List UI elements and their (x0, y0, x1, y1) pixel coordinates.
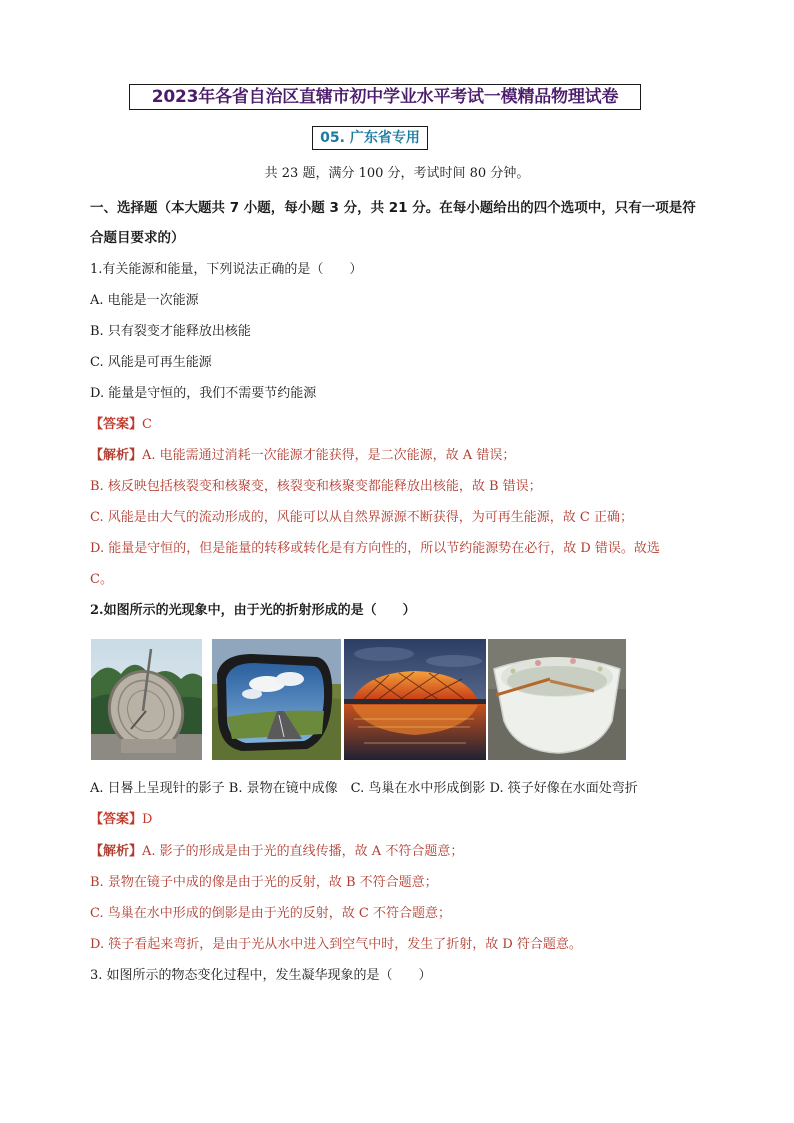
exam-info: 共 23 题，满分 100 分，考试时间 80 分钟。 (264, 166, 530, 181)
question-1-option-c: C. 风能是可再生能源 (90, 355, 212, 370)
answer-value: D (142, 812, 153, 827)
question-2-answer (90, 811, 710, 829)
question-3-stem: 3. 如图所示的物态变化过程中，发生凝华现象的是（ ） (90, 968, 432, 983)
question-1-analysis-line-2: B. 核反映包括核裂变和核聚变，核裂变和核聚变都能释放出核能，故 B 错误； (90, 479, 542, 494)
section-heading-line-1: 一、选择题（本大题共 7 小题，每小题 3 分，共 21 分。在每小题给出的四个选项中，只有一项是符 (90, 200, 696, 216)
question-1-analysis-line-4: D. 能量是守恒的，但是能量的转移或转化是有方向性的，所以节约能源势在必行，故 D 错误。故选 (90, 541, 660, 556)
chopsticks-bowl-photo (488, 639, 626, 760)
question-1-analysis-line-1 (90, 447, 710, 465)
question-2-stem: 2.如图所示的光现象中，由于光的折射形成的是（ ） (90, 603, 416, 618)
analysis-label: 【解析】 (90, 844, 143, 859)
question-2-analysis-line-1 (90, 843, 710, 861)
question-1-analysis-line-5: C。 (90, 572, 113, 587)
analysis-label: 【解析】 (90, 448, 143, 463)
question-2-analysis-line-3: C. 鸟巢在水中形成的倒影是由于光的反射，故 C 不符合题意； (90, 906, 451, 921)
car-mirror-photo (212, 639, 341, 760)
question-1-option-a: A. 电能是一次能源 (90, 293, 199, 308)
question-1-option-b: B. 只有裂变才能释放出核能 (90, 324, 251, 339)
birds-nest-reflection-photo (344, 639, 486, 760)
sundial-photo (91, 639, 202, 760)
question-1-answer (90, 416, 710, 434)
question-2-options: A. 日晷上呈现针的影子 B. 景物在镜中成像 C. 鸟巢在水中形成倒影 D. 筷子好像在水面处弯折 (90, 781, 638, 796)
question-1-analysis-line-3: C. 风能是由大气的流动形成的，风能可以从自然界源源不断获得，为可再生能源，故 C 正确； (90, 510, 633, 525)
answer-label: 【答案】 (90, 812, 143, 827)
section-heading-line-2: 合题目要求的） (90, 230, 185, 246)
answer-label: 【答案】 (90, 417, 143, 432)
question-1-option-d: D. 能量是守恒的，我们不需要节约能源 (90, 386, 317, 401)
question-1-stem: 1.有关能源和能量，下列说法正确的是（ ） (90, 262, 363, 277)
analysis-text: A. 影子的形成是由于光的直线传播，故 A 不符合题意； (142, 844, 464, 859)
answer-value: C (142, 417, 152, 432)
question-2-analysis-line-4: D. 筷子看起来弯折，是由于光从水中进入到空气中时，发生了折射，故 D 符合题意。 (90, 937, 582, 952)
document-title: 2023年各省自治区直辖市初中学业水平考试一模精品物理试卷 (129, 84, 641, 110)
document-subtitle: 05. 广东省专用 (312, 126, 428, 150)
analysis-text: A. 电能需通过消耗一次能源才能获得，是二次能源，故 A 错误； (142, 448, 516, 463)
question-2-analysis-line-2: B. 景物在镜子中成的像是由于光的反射，故 B 不符合题意； (90, 875, 438, 890)
